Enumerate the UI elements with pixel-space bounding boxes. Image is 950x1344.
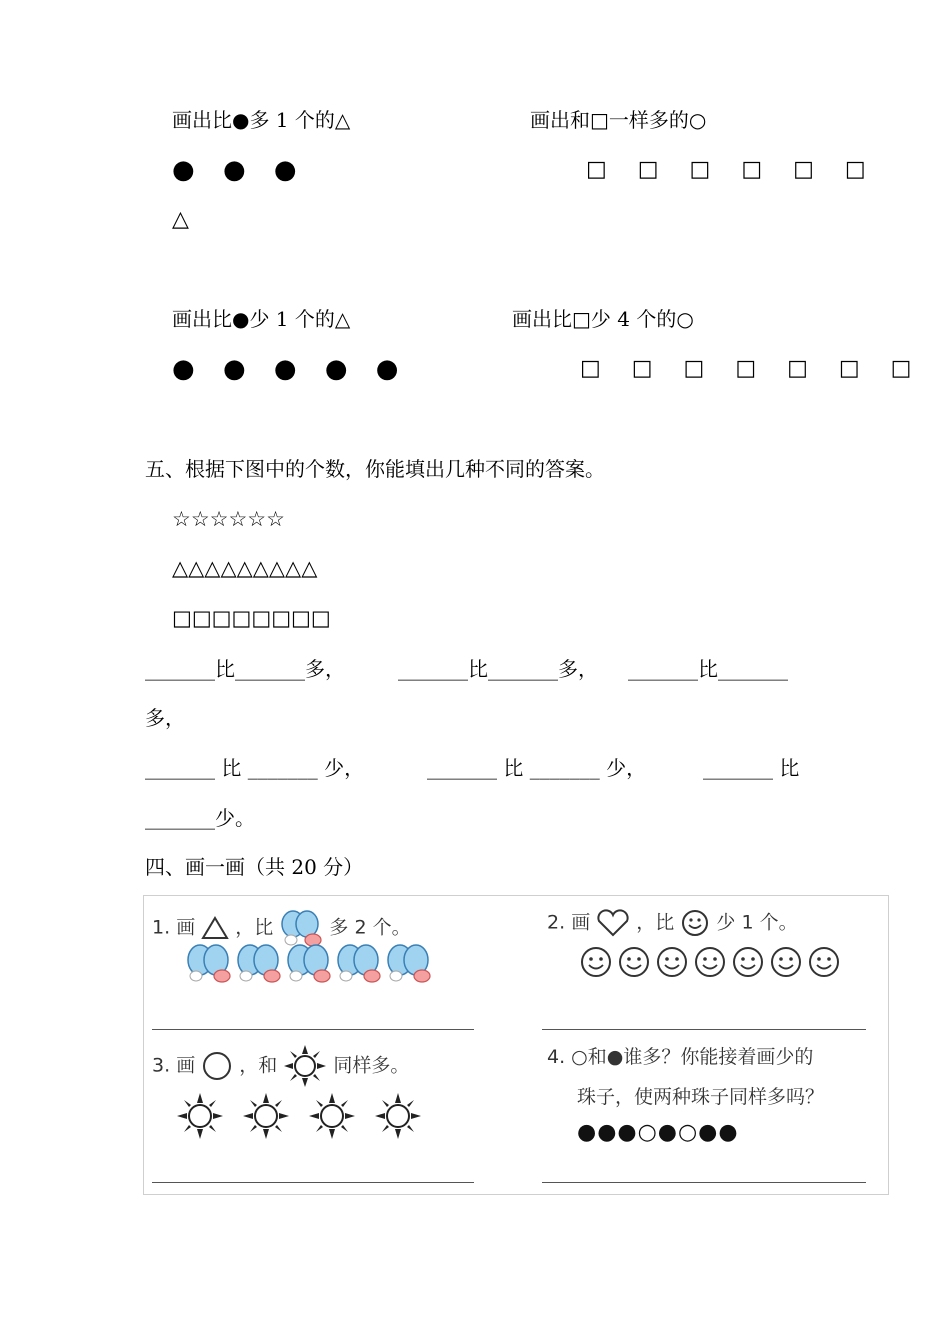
q2-prompt: 画出和□一样多的○ — [530, 108, 707, 132]
fill-line-6-end[interactable]: _______少。 — [145, 806, 255, 830]
stars-row: ☆☆☆☆☆☆ — [172, 507, 285, 531]
q3-prompt: 画出比●少 1 个的△ — [172, 307, 351, 331]
task2-text: 2. 画 ，比 少 1 个。 — [547, 908, 798, 938]
butterflies-row — [182, 938, 442, 988]
circle-icon — [201, 1050, 233, 1082]
sun-icon — [283, 1044, 327, 1088]
q3-dots-row: ● ● ● ● ● — [172, 354, 409, 384]
fill-line-3[interactable]: _______比_______ — [628, 657, 788, 681]
q2-squares-row: □ □ □ □ □ □ — [586, 157, 878, 182]
task3-text: 3. 画 ，和 同样多。 — [152, 1044, 409, 1088]
smileys-row — [580, 946, 850, 980]
suns-row — [176, 1092, 426, 1142]
task1-text: 1. 画 ，比 多 2 个。 — [152, 908, 411, 948]
heart-icon — [596, 909, 630, 937]
butterfly-icon — [288, 945, 330, 982]
squares-row: □□□□□□□□ — [172, 606, 331, 630]
task2-answer-line[interactable] — [542, 1029, 866, 1030]
q1-answer-triangle: △ — [172, 207, 189, 232]
beads-row: ●●●○●○●● — [577, 1120, 739, 1145]
fill-line-6[interactable]: _______ 比 — [703, 756, 800, 780]
task4-line2: 珠子，使两种珠子同样多吗？ — [577, 1086, 825, 1108]
fill-line-1[interactable]: _______比_______多， — [145, 657, 345, 681]
section5-heading: 五、根据下图中的个数，你能填出几种不同的答案。 — [145, 457, 605, 481]
fill-line-4[interactable]: _______ 比 _______ 少， — [145, 756, 365, 780]
fill-line-5[interactable]: _______ 比 _______ 少， — [427, 756, 647, 780]
triangles-row: △△△△△△△△△ — [172, 556, 318, 580]
task1-answer-line[interactable] — [152, 1029, 474, 1030]
task3-answer-line[interactable] — [152, 1182, 474, 1183]
q4-squares-row: □ □ □ □ □ □ □ — [580, 356, 924, 381]
q1-dots-row: ● ● ● — [172, 155, 307, 185]
q1-prompt: 画出比●多 1 个的△ — [172, 108, 351, 132]
fill-line-2[interactable]: _______比_______多， — [398, 657, 598, 681]
butterfly-icon — [338, 945, 380, 982]
task4-line1: 4. ○和●谁多？你能接着画少的 — [547, 1046, 814, 1068]
task4-answer-line[interactable] — [542, 1182, 866, 1183]
smiley-icon — [680, 908, 710, 938]
butterfly-icon — [388, 945, 430, 982]
drawing-tasks-panel — [143, 895, 889, 1195]
butterfly-icon — [238, 945, 280, 982]
section4-heading: 四、画一画（共 20 分） — [145, 855, 364, 879]
q4-prompt: 画出比□少 4 个的○ — [512, 307, 694, 331]
fill-line-3-end: 多， — [145, 706, 185, 730]
butterfly-icon — [188, 945, 230, 982]
